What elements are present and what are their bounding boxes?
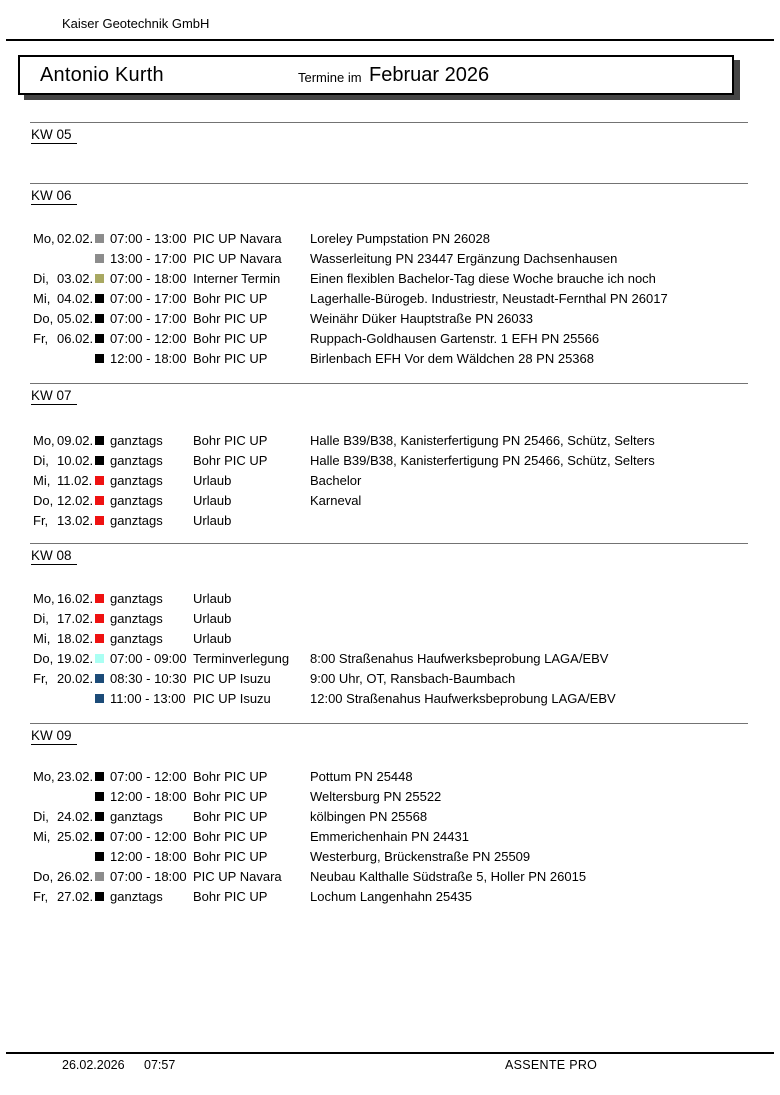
day-label: Do, [33, 493, 54, 508]
date-label: 09.02. [57, 433, 94, 448]
date-label: 06.02. [57, 331, 94, 346]
appointment-row [0, 609, 780, 629]
category-color-swatch [95, 674, 104, 683]
period-value: Februar 2026 [369, 64, 490, 86]
time-range: 07:00 - 18:00 [110, 271, 187, 286]
description-label: Lagerhalle-Bürogeb. Industriestr, Neustadt-Fernthal PN 26017 [310, 291, 668, 306]
time-range: 07:00 - 18:00 [110, 869, 187, 884]
category-label: PIC UP Isuzu [193, 671, 271, 686]
time-range: 07:00 - 17:00 [110, 311, 187, 326]
week-label: KW 08 [31, 548, 77, 565]
appointment-row [0, 847, 780, 867]
day-label: Mo, [33, 769, 55, 784]
appointment-row [0, 511, 780, 531]
date-label: 04.02. [57, 291, 94, 306]
time-range: 12:00 - 18:00 [110, 849, 187, 864]
category-color-swatch [95, 594, 104, 603]
day-label: Mo, [33, 231, 55, 246]
description-label: Loreley Pumpstation PN 26028 [310, 231, 490, 246]
category-color-swatch [95, 516, 104, 525]
category-label: Bohr PIC UP [193, 889, 268, 904]
appointment-row [0, 491, 780, 511]
date-label: 17.02. [57, 611, 94, 626]
category-label: Urlaub [193, 513, 232, 528]
category-color-swatch [95, 832, 104, 841]
description-label: Einen flexiblen Bachelor-Tag diese Woche brauche ich noch [310, 271, 656, 286]
time-range: 07:00 - 13:00 [110, 231, 187, 246]
appointment-row [0, 887, 780, 907]
category-label: Bohr PIC UP [193, 769, 268, 784]
description-label: Pottum PN 25448 [310, 769, 413, 784]
category-color-swatch [95, 274, 104, 283]
appointment-row [0, 649, 780, 669]
appointment-row [0, 589, 780, 609]
appointment-row [0, 289, 780, 309]
date-label: 20.02. [57, 671, 94, 686]
day-label: Fr, [33, 513, 49, 528]
category-label: Bohr PIC UP [193, 789, 268, 804]
day-label: Mo, [33, 433, 55, 448]
category-color-swatch [95, 812, 104, 821]
week-section-rule [30, 723, 748, 724]
date-label: 13.02. [57, 513, 94, 528]
appointment-row [0, 827, 780, 847]
category-label: Terminverlegung [193, 651, 290, 666]
description-label: 8:00 Straßenahus Haufwerksbeprobung LAGA/EBV [310, 651, 609, 666]
day-label: Di, [33, 453, 49, 468]
date-label: 11.02. [57, 473, 93, 488]
footer-print-date: 26.02.2026 [62, 1058, 125, 1072]
company-name: Kaiser Geotechnik GmbH [62, 16, 210, 31]
category-color-swatch [95, 892, 104, 901]
day-label: Mo, [33, 591, 55, 606]
category-label: Interner Termin [193, 271, 281, 286]
day-label: Di, [33, 611, 49, 626]
date-label: 18.02. [57, 631, 94, 646]
week-section-rule [30, 543, 748, 544]
appointment-row [0, 309, 780, 329]
description-label: Birlenbach EFH Vor dem Wäldchen 28 PN 25368 [310, 351, 594, 366]
category-label: PIC UP Isuzu [193, 691, 271, 706]
day-label: Fr, [33, 331, 49, 346]
description-label: Westerburg, Brückenstraße PN 25509 [310, 849, 531, 864]
appointment-row [0, 867, 780, 887]
description-label: Neubau Kalthalle Südstraße 5, Holler PN 26015 [310, 869, 587, 884]
time-range: 08:30 - 10:30 [110, 671, 187, 686]
day-label: Fr, [33, 671, 49, 686]
time-range: 07:00 - 09:00 [110, 651, 187, 666]
category-label: Urlaub [193, 631, 232, 646]
time-range: 13:00 - 17:00 [110, 251, 187, 266]
appointment-row [0, 349, 780, 369]
category-label: PIC UP Navara [193, 251, 282, 266]
time-range: 12:00 - 18:00 [110, 789, 187, 804]
description-label: 12:00 Straßenahus Haufwerksbeprobung LAGA/EBV [310, 691, 616, 706]
header-rule [6, 39, 774, 41]
time-range: 07:00 - 12:00 [110, 331, 187, 346]
category-label: Bohr PIC UP [193, 433, 268, 448]
category-color-swatch [95, 852, 104, 861]
period-label: Termine im [298, 70, 362, 85]
week-label: KW 06 [31, 188, 77, 205]
time-range: 12:00 - 18:00 [110, 351, 187, 366]
appointment-row [0, 229, 780, 249]
appointment-row [0, 269, 780, 289]
date-label: 27.02. [57, 889, 94, 904]
day-label: Di, [33, 271, 49, 286]
category-label: Urlaub [193, 493, 232, 508]
description-label: Wasserleitung PN 23447 Ergänzung Dachsenhausen [310, 251, 618, 266]
day-label: Do, [33, 651, 54, 666]
time-range: ganztags [110, 433, 163, 448]
time-range: 11:00 - 13:00 [110, 691, 186, 706]
category-label: Bohr PIC UP [193, 351, 268, 366]
category-color-swatch [95, 654, 104, 663]
category-label: Bohr PIC UP [193, 849, 268, 864]
date-label: 19.02. [57, 651, 94, 666]
person-name: Antonio Kurth [40, 64, 164, 86]
time-range: ganztags [110, 453, 163, 468]
category-label: PIC UP Navara [193, 231, 282, 246]
date-label: 26.02. [57, 869, 94, 884]
description-label: Lochum Langenhahn 25435 [310, 889, 472, 904]
category-color-swatch [95, 792, 104, 801]
category-label: Bohr PIC UP [193, 453, 268, 468]
date-label: 05.02. [57, 311, 94, 326]
date-label: 16.02. [57, 591, 94, 606]
day-label: Do, [33, 869, 54, 884]
category-label: PIC UP Navara [193, 869, 282, 884]
time-range: ganztags [110, 591, 163, 606]
category-label: Bohr PIC UP [193, 809, 268, 824]
day-label: Mi, [33, 291, 51, 306]
description-label: Halle B39/B38, Kanisterfertigung PN 25466, Schütz, Selters [310, 433, 655, 448]
time-range: ganztags [110, 611, 163, 626]
time-range: ganztags [110, 493, 163, 508]
time-range: ganztags [110, 889, 163, 904]
day-label: Mi, [33, 473, 51, 488]
footer-print-time: 07:57 [144, 1058, 176, 1072]
day-label: Mi, [33, 631, 51, 646]
category-color-swatch [95, 254, 104, 263]
week-label: KW 07 [31, 388, 77, 405]
description-label: Weinähr Düker Hauptstraße PN 26033 [310, 311, 534, 326]
appointment-row [0, 471, 780, 491]
time-range: 07:00 - 12:00 [110, 769, 187, 784]
category-label: Bohr PIC UP [193, 291, 268, 306]
appointment-row [0, 689, 780, 709]
category-color-swatch [95, 496, 104, 505]
appointment-row [0, 329, 780, 349]
week-label: KW 09 [31, 728, 77, 745]
category-color-swatch [95, 614, 104, 623]
date-label: 02.02. [57, 231, 94, 246]
day-label: Fr, [33, 889, 49, 904]
category-color-swatch [95, 772, 104, 781]
footer-rule [6, 1052, 774, 1054]
category-color-swatch [95, 334, 104, 343]
appointment-row [0, 767, 780, 787]
description-label: Bachelor [310, 473, 362, 488]
day-label: Mi, [33, 829, 51, 844]
description-label: kölbingen PN 25568 [310, 809, 428, 824]
category-color-swatch [95, 314, 104, 323]
category-color-swatch [95, 234, 104, 243]
time-range: 07:00 - 12:00 [110, 829, 187, 844]
category-color-swatch [95, 694, 104, 703]
week-label: KW 05 [31, 127, 77, 144]
date-label: 10.02. [57, 453, 94, 468]
date-label: 12.02. [57, 493, 94, 508]
category-color-swatch [95, 354, 104, 363]
description-label: Karneval [310, 493, 362, 508]
description-label: Halle B39/B38, Kanisterfertigung PN 25466, Schütz, Selters [310, 453, 655, 468]
appointment-row [0, 629, 780, 649]
category-label: Bohr PIC UP [193, 829, 268, 844]
time-range: 07:00 - 17:00 [110, 291, 187, 306]
appointment-row [0, 451, 780, 471]
category-label: Urlaub [193, 591, 232, 606]
category-color-swatch [95, 476, 104, 485]
date-label: 24.02. [57, 809, 94, 824]
appointment-row [0, 787, 780, 807]
category-color-swatch [95, 872, 104, 881]
appointment-row [0, 249, 780, 269]
day-label: Di, [33, 809, 49, 824]
description-label: Weltersburg PN 25522 [310, 789, 442, 804]
time-range: ganztags [110, 473, 163, 488]
category-color-swatch [95, 294, 104, 303]
appointment-row [0, 807, 780, 827]
category-color-swatch [95, 634, 104, 643]
week-section-rule [30, 383, 748, 384]
date-label: 25.02. [57, 829, 94, 844]
category-label: Urlaub [193, 473, 232, 488]
title-box [18, 55, 734, 95]
day-label: Do, [33, 311, 54, 326]
time-range: ganztags [110, 631, 163, 646]
category-label: Urlaub [193, 611, 232, 626]
week-section-rule [30, 122, 748, 123]
time-range: ganztags [110, 513, 163, 528]
appointment-row [0, 669, 780, 689]
category-label: Bohr PIC UP [193, 331, 268, 346]
category-color-swatch [95, 436, 104, 445]
appointment-row [0, 431, 780, 451]
category-color-swatch [95, 456, 104, 465]
date-label: 03.02. [57, 271, 94, 286]
time-range: ganztags [110, 809, 163, 824]
description-label: 9:00 Uhr, OT, Ransbach-Baumbach [310, 671, 516, 686]
category-label: Bohr PIC UP [193, 311, 268, 326]
description-label: Ruppach-Goldhausen Gartenstr. 1 EFH PN 25566 [310, 331, 600, 346]
date-label: 23.02. [57, 769, 94, 784]
description-label: Emmerichenhain PN 24431 [310, 829, 469, 844]
footer-app-name: ASSENTE PRO [505, 1058, 598, 1072]
week-section-rule [30, 183, 748, 184]
